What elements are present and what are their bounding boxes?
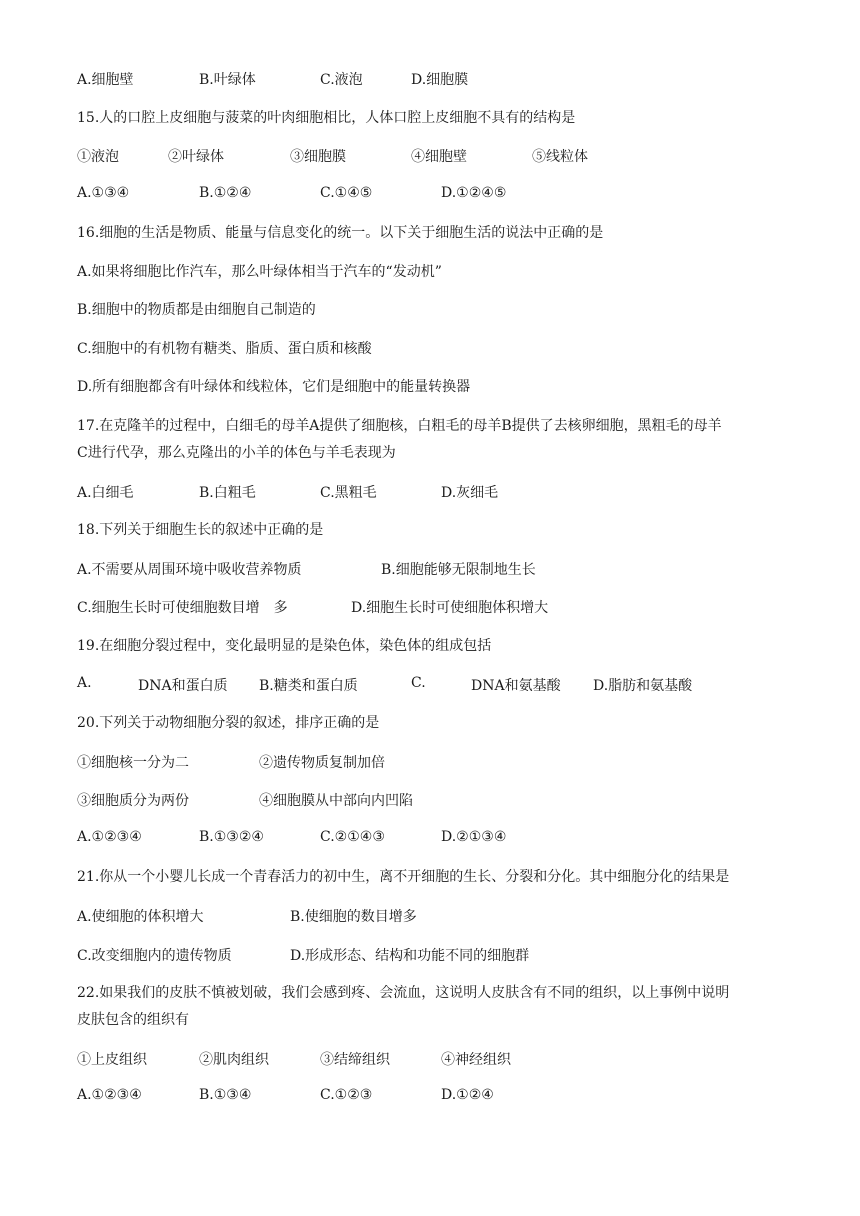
question-19-stem: 19.在细胞分裂过程中，变化最明显的是染色体，染色体的组成包括 [77,638,492,654]
question-22-stem-line-1: 22.如果我们的皮肤不慎被划破，我们会感到疼、会流血，这说明人皮肤含有不同的组织，以上事例中说明 [77,985,730,1001]
option-a[interactable]: A.不需要从周围环境中吸收营养物质 [77,562,302,578]
option-b[interactable]: B.使细胞的数目增多 [290,909,417,925]
item-4: ④细胞壁 [411,149,467,165]
option-b[interactable]: B.糖类和蛋白质 [259,678,358,694]
question-21-stem: 21.你从一个小婴儿长成一个青春活力的初中生，离不开细胞的生长、分裂和分化。其中细胞分化的结果是 [77,869,730,885]
option-a[interactable]: A.①②③④ [77,829,142,845]
item-4: ④神经组织 [441,1052,511,1068]
item-4: ④细胞膜从中部向内凹陷 [259,793,413,809]
option-d[interactable]: D.细胞膜 [411,72,469,88]
option-a-text[interactable]: DNA和蛋白质 [138,678,228,694]
option-b[interactable]: B.细胞中的物质都是由细胞自己制造的 [77,302,316,318]
option-d[interactable]: D.脂肪和氨基酸 [593,678,693,694]
item-2: ②遗传物质复制加倍 [259,755,385,771]
option-b[interactable]: B.①②④ [199,185,252,201]
option-b[interactable]: B.白粗毛 [199,485,256,501]
question-18-stem: 18.下列关于细胞生长的叙述中正确的是 [77,522,324,538]
option-a[interactable]: A.如果将细胞比作汽车，那么叶绿体相当于汽车的“发动机” [77,264,442,280]
item-3: ③细胞膜 [290,149,346,165]
option-c[interactable]: C.①④⑤ [320,185,373,201]
option-c[interactable]: C.①②③ [320,1087,373,1103]
item-1: ①上皮组织 [77,1052,147,1068]
question-17-stem-line-2: C进行代孕，那么克隆出的小羊的体色与羊毛表现为 [77,445,396,461]
option-c[interactable]: C.改变细胞内的遗传物质 [77,948,232,964]
option-a[interactable]: A.白细毛 [77,485,134,501]
option-c[interactable]: C.②①④③ [320,829,385,845]
option-c[interactable]: C.细胞中的有机物有糖类、脂质、蛋白质和核酸 [77,341,372,357]
option-b[interactable]: B.①③④ [199,1087,252,1103]
option-d[interactable]: D.细胞生长时可使细胞体积增大 [351,600,549,616]
item-5: ⑤线粒体 [532,149,588,165]
option-d[interactable]: D.①②④⑤ [441,185,507,201]
option-b[interactable]: B.细胞能够无限制地生长 [381,562,536,578]
option-c-text[interactable]: DNA和氨基酸 [471,678,561,694]
option-a[interactable]: A.细胞壁 [77,72,134,88]
question-20-stem: 20.下列关于动物细胞分裂的叙述，排序正确的是 [77,715,380,731]
option-d[interactable]: D.所有细胞都含有叶绿体和线粒体，它们是细胞中的能量转换器 [77,379,471,395]
option-c[interactable]: C.细胞生长时可使细胞数目增 多 [77,600,288,616]
item-2: ②肌肉组织 [199,1052,269,1068]
option-c-letter[interactable]: C. [411,675,426,691]
option-d[interactable]: D.形成形态、结构和功能不同的细胞群 [290,948,530,964]
item-3: ③细胞质分为两份 [77,793,189,809]
option-a[interactable]: A.使细胞的体积增大 [77,909,204,925]
question-15-stem: 15.人的口腔上皮细胞与菠菜的叶肉细胞相比，人体口腔上皮细胞不具有的结构是 [77,110,576,126]
option-d[interactable]: D.灰细毛 [441,485,499,501]
option-a-letter[interactable]: A. [77,675,92,691]
question-22-stem-line-2: 皮肤包含的组织有 [77,1012,189,1028]
question-17-stem-line-1: 17.在克隆羊的过程中，白细毛的母羊A提供了细胞核，白粗毛的母羊B提供了去核卵细胞，黑粗毛的母羊 [77,418,722,434]
option-b[interactable]: B.①③②④ [199,829,264,845]
question-16-stem: 16.细胞的生活是物质、能量与信息变化的统一。以下关于细胞生活的说法中正确的是 [77,225,604,241]
option-a[interactable]: A.①②③④ [77,1087,142,1103]
option-d[interactable]: D.②①③④ [441,829,507,845]
item-1: ①液泡 [77,149,119,165]
option-b[interactable]: B.叶绿体 [199,72,256,88]
item-2: ②叶绿体 [168,149,224,165]
option-d[interactable]: D.①②④ [441,1087,494,1103]
option-a[interactable]: A.①③④ [77,185,130,201]
option-c[interactable]: C.液泡 [320,72,363,88]
item-3: ③结缔组织 [320,1052,390,1068]
item-1: ①细胞核一分为二 [77,755,189,771]
option-c[interactable]: C.黑粗毛 [320,485,377,501]
